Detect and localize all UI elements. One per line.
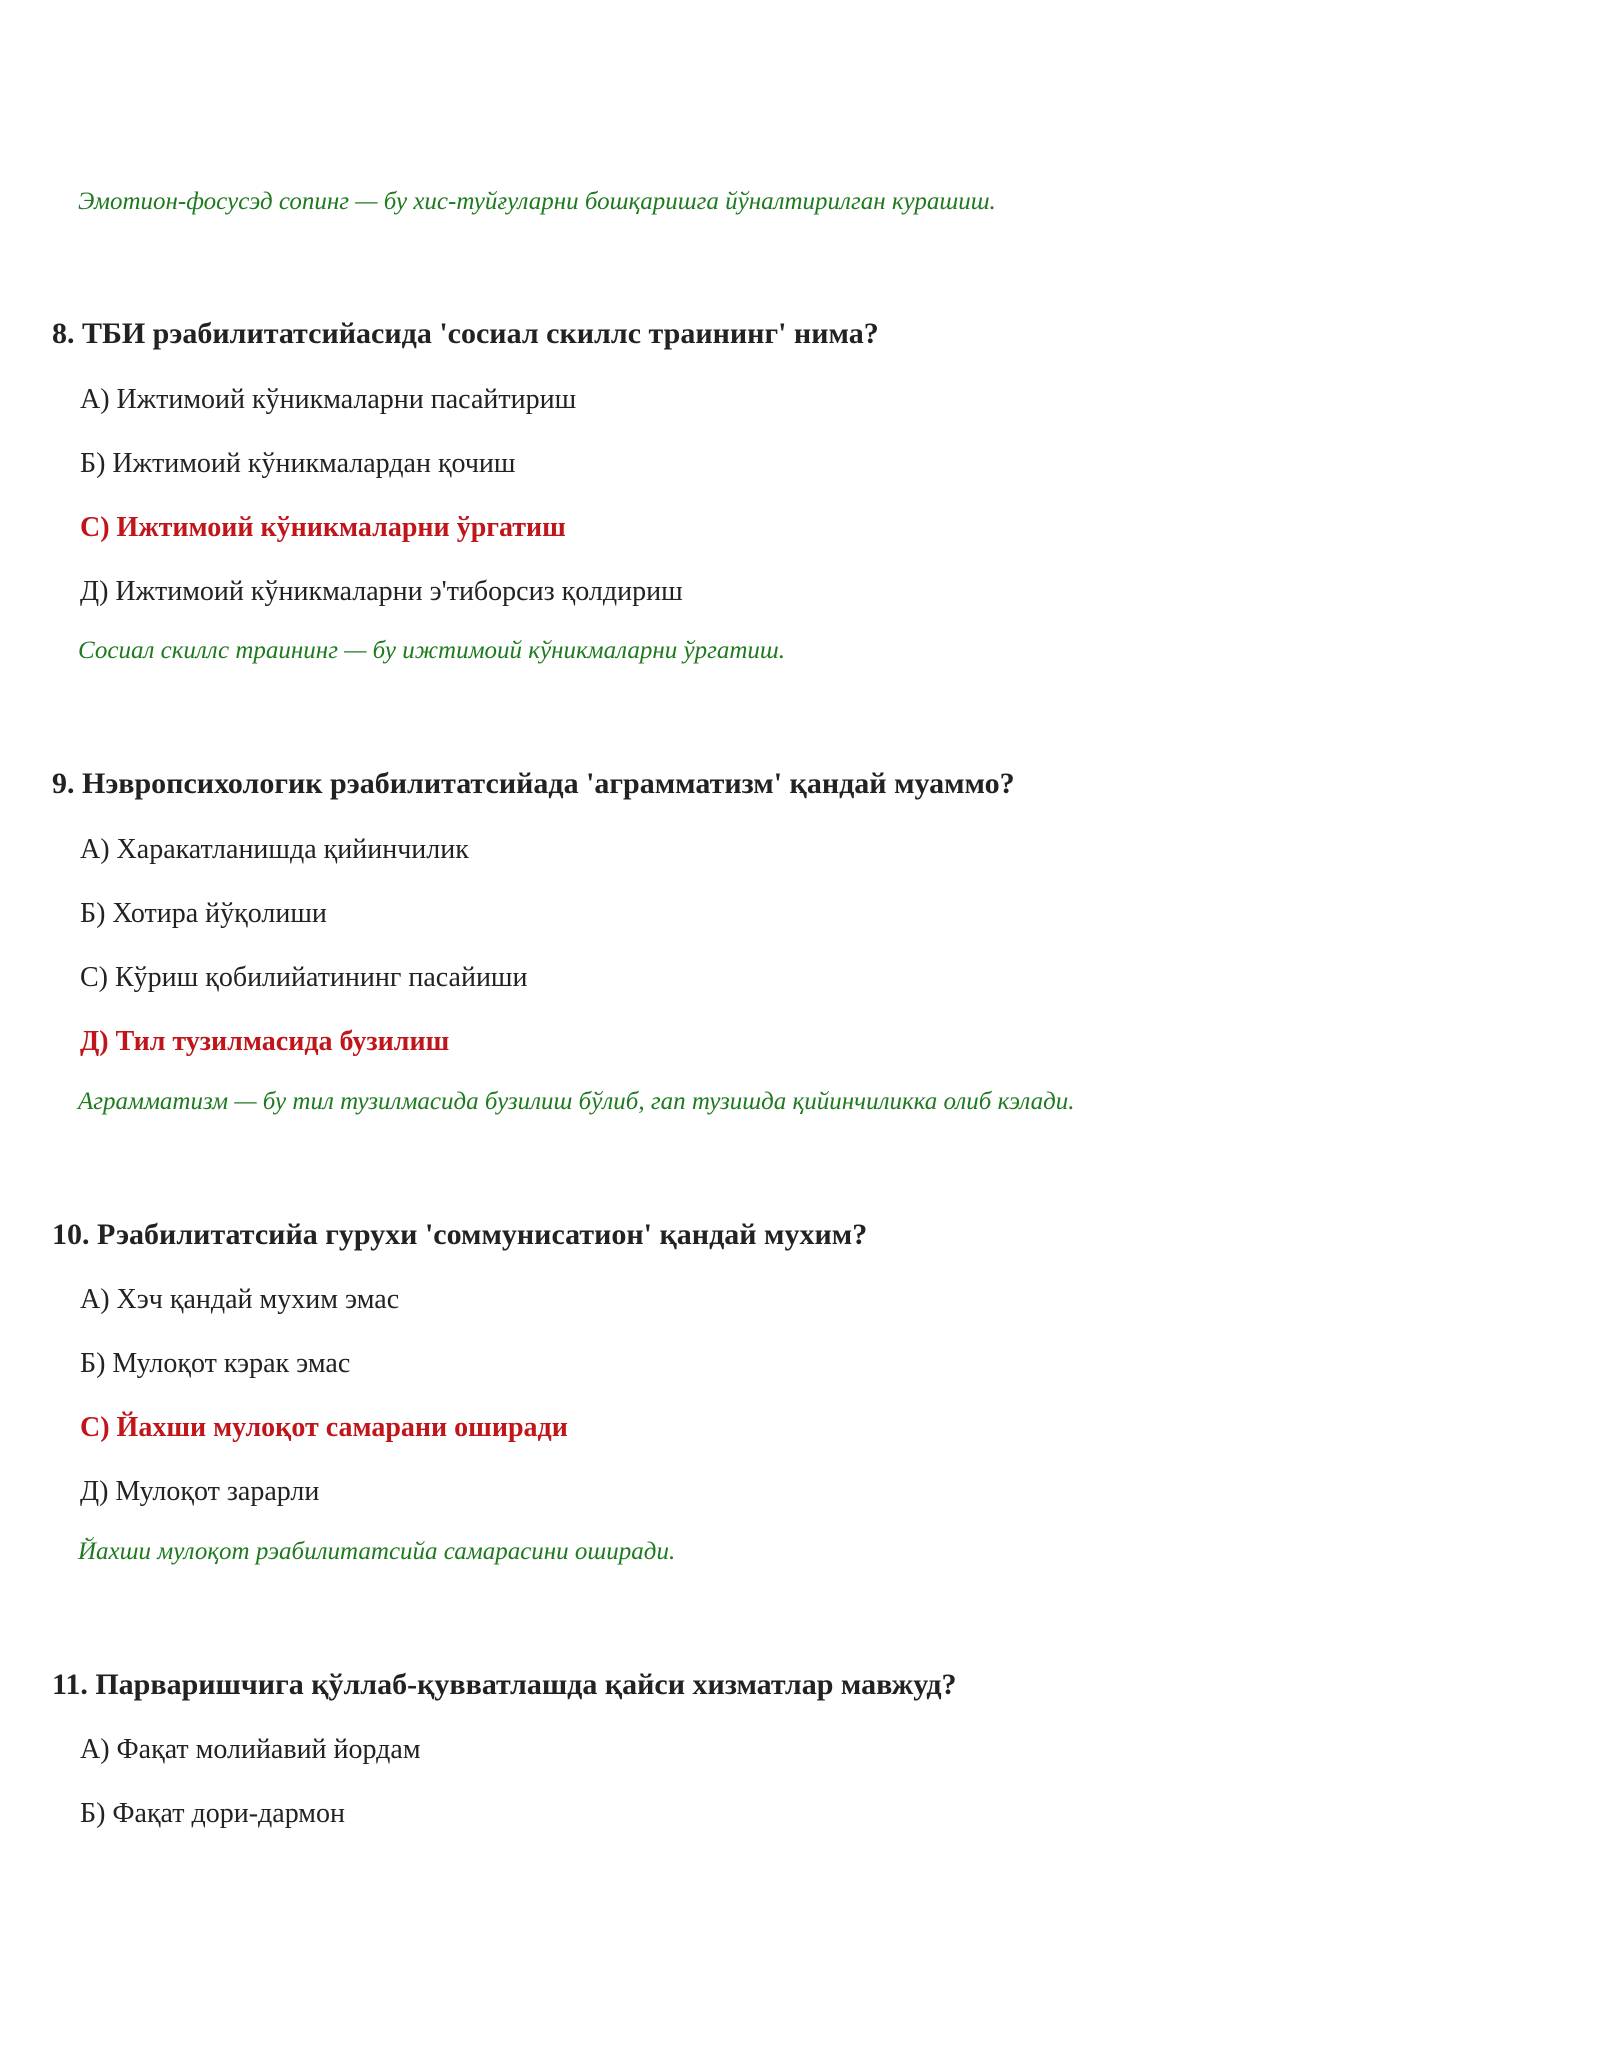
answer-option: А) Харакатланишда қийинчилик (80, 834, 469, 865)
correct-answer-option: Д) Тил тузилмасида бузилиш (80, 1026, 450, 1057)
explanation-text: Сосиал скиллс траининг — бу ижтимоий кўникмаларни ўргатиш. (78, 637, 786, 664)
answer-option: Б) Хотира йўқолиши (80, 898, 327, 929)
answer-option: Б) Ижтимоий кўникмалардан қочиш (80, 448, 516, 479)
answer-option: А) Ижтимоий кўникмаларни пасайтириш (80, 384, 577, 415)
answer-option: Б) Мулоқот кэрак эмас (80, 1348, 351, 1379)
correct-answer-option: С) Ижтимоий кўникмаларни ўргатиш (80, 512, 566, 543)
correct-answer-option: С) Йахши мулоқот самарани оширади (80, 1412, 568, 1443)
question-title: 10. Рэабилитатсийа гурухи 'соммунисатион' қандай мухим? (52, 1218, 868, 1251)
answer-option: А) Фақат молийавий йордам (80, 1734, 421, 1765)
answer-option: Б) Фақат дори-дармон (80, 1798, 346, 1829)
question-title: 8. ТБИ рэабилитатсийасида 'сосиал скиллс траининг' нима? (52, 317, 879, 350)
answer-option: С) Кўриш қобилийатининг пасайиши (80, 962, 528, 993)
answer-option: А) Хэч қандай мухим эмас (80, 1284, 400, 1315)
explanation-text: Аграмматизм — бу тил тузилмасида бузилиш бўлиб, гап тузишда қийинчиликка олиб кэлади. (78, 1088, 1075, 1115)
answer-option: Д) Ижтимоий кўникмаларни э'тиборсиз қолдириш (80, 576, 683, 607)
explanation-text: Эмотион-фосусэд сопинг — бу хис-туйғуларни бошқаришга йўналтирилган курашиш. (78, 188, 996, 215)
explanation-text: Йахши мулоқот рэабилитатсийа самарасини оширади. (78, 1538, 676, 1565)
answer-option: Д) Мулоқот зарарли (80, 1476, 320, 1507)
question-title: 11. Парваришчига қўллаб-қувватлашда қайси хизматлар мавжуд? (52, 1668, 957, 1701)
question-title: 9. Нэвропсихологик рэабилитатсийада 'аграмматизм' қандай муаммо? (52, 767, 1015, 800)
